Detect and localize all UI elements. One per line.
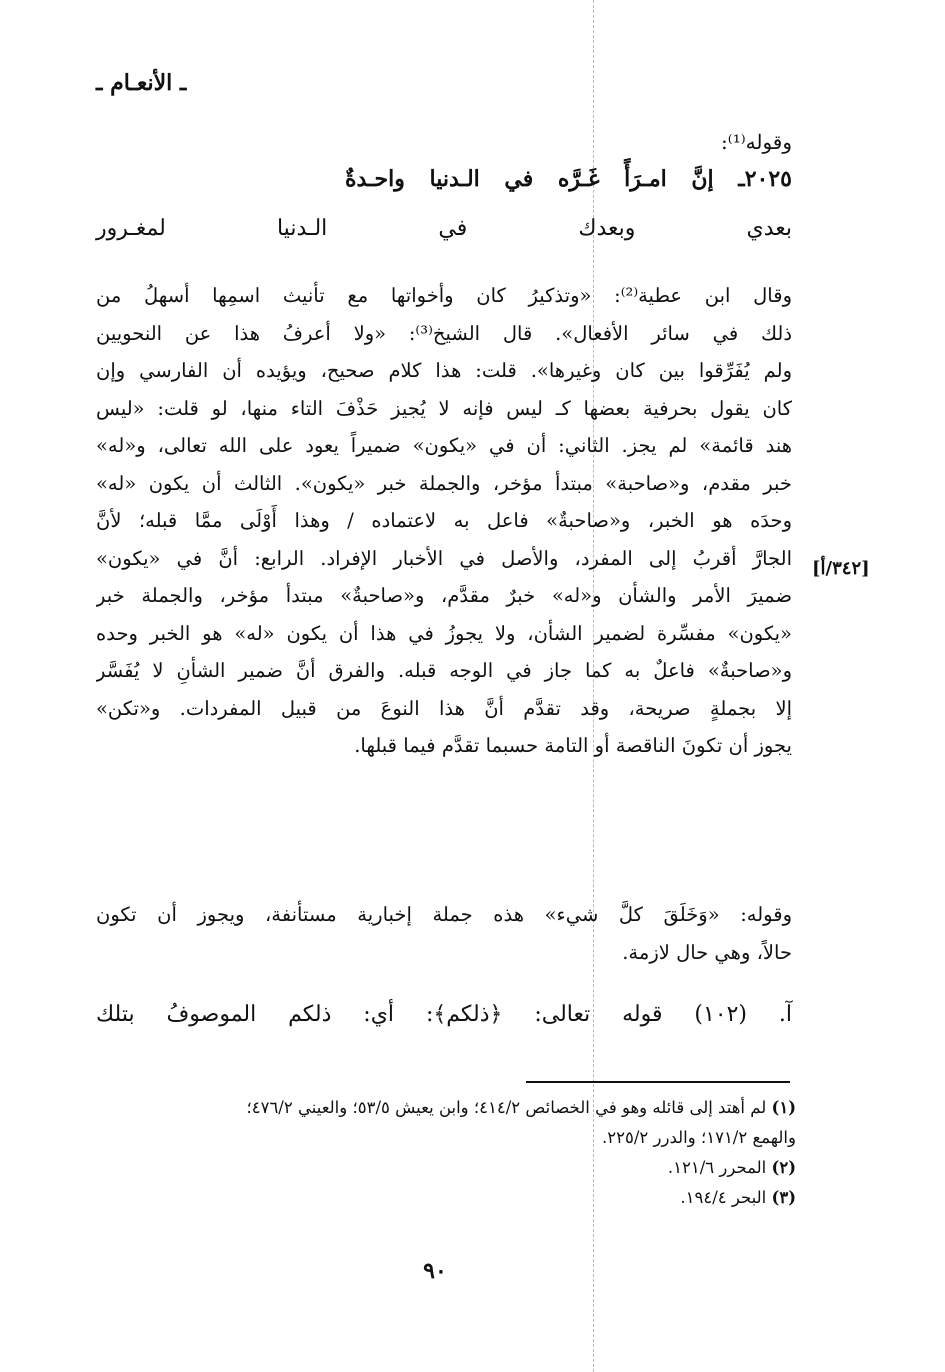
footnote	[96, 1123, 796, 1153]
text-line: وقوله: «وَخَلَقَ كلَّ شيء» هذه جملة إخبارية مستأنفة، ويجوز أن تكون	[96, 903, 792, 926]
page-number: ٩٠	[423, 1258, 447, 1284]
margin-folio-reference: [٣٤٢/أ]	[812, 558, 870, 579]
footnote-text: لم أهتد إلى قائله وهو في الخصائص ٤١٤/٢؛ وابن يعيش ٥٣/٥؛ والعيني ٤٧٦/٢؛	[246, 1098, 767, 1117]
text-line: خبر مقدم، و«صاحبة» مبتدأ مؤخر، والجملة خبر «يكون». الثالث أن يكون «له»	[96, 471, 792, 495]
intro-line: وقوله⁽¹⁾:	[721, 130, 792, 154]
verse-commentary-start: آ. (١٠٢) قوله تعالى: ﴿ذلكم﴾: أي: ذلكم الموصوفُ بتلك	[96, 1002, 792, 1027]
text-line: ذلك في سائر الأفعال». قال الشيخ⁽³⁾: «ولا أعرفُ هذا عن النحويين	[96, 321, 792, 345]
footnote-number: (٣)	[771, 1188, 796, 1207]
text-line: ضميرَ الأمر والشأن و«له» خبرٌ مقدَّم، و«صاحبةٌ» مبتدأ مؤخر، والجملة خبر	[96, 584, 792, 607]
text-line: إلا بجملةٍ صريحة، وقد تقدَّم أنَّ هذا النوعَ من قبيل المفردات. و«تكن»	[96, 696, 792, 720]
footnote	[96, 1153, 796, 1183]
footnote-number: (٢)	[771, 1158, 796, 1177]
footnote	[96, 1183, 796, 1213]
footnote	[96, 1093, 796, 1123]
footnote-text: والهمع ١٧١/٢؛ والدرر ٢٢٥/٢.	[602, 1128, 796, 1147]
running-header: ـ الأنعـام ـ	[96, 70, 187, 96]
text-line: «يكون» مفسِّرة لضمير الشأن، ولا يجوزُ في هذا أن يكون «له» هو الخبر وحده	[96, 621, 792, 645]
footnote-divider	[526, 1081, 790, 1083]
verse-line-1: ٢٠٢٥ـ إنَّ امـرَأً غَـرَّه في الـدنيا واحـدةٌ	[345, 166, 792, 192]
footnote-text: المحرر ١٢١/٦.	[667, 1158, 767, 1177]
text-line: هند قائمة» لم يجز. الثاني: أن في «يكون» ضميراً يعود على الله تعالى، و«له»	[96, 434, 792, 457]
text-line: وقال ابن عطية⁽²⁾: «وتذكيرُ كان وأخواتها مع تأنيث اسمِها أسهلُ من	[96, 284, 792, 307]
paragraph-main	[96, 277, 792, 765]
footnote-text: البحر ١٩٤/٤.	[680, 1188, 767, 1207]
text-line: وحدَه هو الخبر، و«صاحبةٌ» فاعل به لاعتماده / وهذا أَوْلَى ممَّا قبله؛ لأنَّ	[96, 509, 792, 532]
text-line: يجوز أن تكونَ الناقصة أو التامة حسبما تقدَّم فيما قبلها.	[354, 734, 792, 757]
verse-line-2: بعدي وبعدك في الـدنيا لمغـرور	[96, 216, 792, 241]
text-line: ولم يُفَرِّقوا بين كان وغيرها». قلت: هذا كلام صحيح، ويؤيده أن الفارسي وإن	[96, 359, 792, 382]
text-line: حالاً، وهي حال لازمة.	[622, 940, 792, 964]
footnote-number: (١)	[771, 1098, 796, 1117]
text-line: و«صاحبةٌ» فاعلٌ به كما جاز في الوجه قبله. والفرق أنَّ ضمير الشأنِ لا يُفَسَّر	[96, 659, 792, 682]
paragraph-second	[96, 896, 792, 971]
text-line: كان يقول بحرفية بعضها كـ ليس فإنه لا يُجيز حَذْفَ التاء منها، لو قلت: «ليس	[96, 396, 792, 420]
footnotes	[96, 1093, 796, 1213]
text-line: الجارَّ أقربُ إلى المفرد، والأصل في الأخبار الإفراد. الرابع: أنَّ في «يكون»	[96, 546, 792, 570]
